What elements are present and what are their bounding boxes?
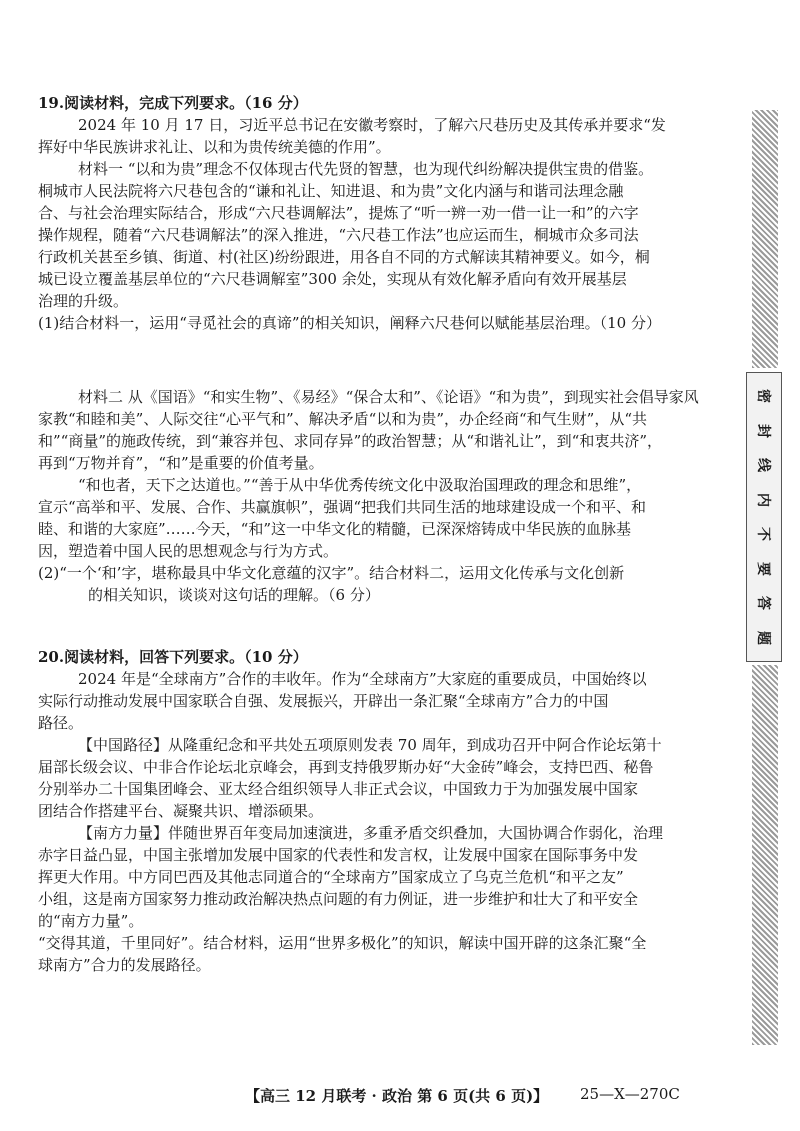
material2-line: 再到“万物并育”，“和”是重要的价值考量。 bbox=[38, 454, 324, 472]
footer-code: 25—X—270C bbox=[580, 1085, 680, 1103]
seal-char: 答 bbox=[755, 596, 771, 611]
china-path-line: 团结合作搭建平台、凝聚共识、增添硕果。 bbox=[38, 802, 324, 820]
sub-question-2: (2)“一个‘和’字，堪称最具中华文化意蕴的汉字”。结合材料二，运用文化传承与文化创新 bbox=[38, 564, 625, 582]
seal-char: 不 bbox=[755, 527, 771, 542]
question-column bbox=[38, 92, 722, 976]
footer-title: 【高三 12 月联考 · 政治 第 6 页(共 6 页)】 bbox=[245, 1087, 549, 1105]
material2-line: 和”“商量”的施政传统，到“兼容并包、求同存异”的政治智慧；从“和谐礼让”，到“和衷共济”， bbox=[38, 432, 663, 450]
q20-question-line: “交得其道，千里同好”。结合材料，运用“世界多极化”的知识，解读中国开辟的这条汇聚“全 bbox=[38, 934, 647, 952]
seal-char: 题 bbox=[755, 630, 771, 645]
sub-question-2-cont: 的相关知识，谈谈对这句话的理解。（6 分） bbox=[88, 586, 380, 604]
q19-heading: 19.阅读材料，完成下列要求。（16 分） bbox=[38, 94, 308, 112]
q20-intro-line: 路径。 bbox=[38, 714, 84, 732]
material2-line: 家教“和睦和美”、人际交往“心平气和”、解决矛盾“以和为贵”，办企经商“和气生财”，从“共 bbox=[38, 410, 648, 428]
south-power-line: 的“南方力量”。 bbox=[38, 912, 144, 930]
seal-char: 内 bbox=[755, 492, 771, 507]
material1-line: 桐城市人民法院将六尺巷包含的“谦和礼让、知进退、和为贵”文化内涵与和谐司法理念融 bbox=[38, 182, 624, 200]
south-power-line: 小组，这是南方国家努力推动政治解决热点问题的有力例证，进一步维护和壮大了和平安全 bbox=[38, 890, 639, 908]
south-power-line: 挥更大作用。中方同巴西及其他志同道合的“全球南方”国家成立了乌克兰危机“和平之友” bbox=[38, 868, 624, 886]
q20-question-line: 球南方”合力的发展路径。 bbox=[38, 956, 211, 974]
material2b-line: 因，塑造着中国人民的思想观念与行为方式。 bbox=[38, 542, 339, 560]
south-power-line: 【南方力量】伴随世界百年变局加速演进，多重矛盾交织叠加，大国协调合作弱化，治理 bbox=[78, 824, 664, 842]
material2b-line: 睦、和谐的大家庭”……今天，“和”这一中华文化的精髓，已深深熔铸成中华民族的血脉基 bbox=[38, 520, 632, 538]
seal-char: 密 bbox=[755, 389, 771, 404]
q19-intro-line: 2024 年 10 月 17 日，习近平总书记在安徽考察时，了解六尺巷历史及其传承并要求“发 bbox=[78, 116, 666, 134]
china-path-line: 届部长级会议、中非合作论坛北京峰会，再到支持俄罗斯办好“大金砖”峰会，支持巴西、秘鲁 bbox=[38, 758, 654, 776]
seal-char: 要 bbox=[755, 561, 771, 576]
q20-intro-line: 实际行动推动发展中国家联合自强、发展振兴，开辟出一条汇聚“全球南方”合力的中国 bbox=[38, 692, 609, 710]
seal-char: 线 bbox=[755, 458, 771, 473]
china-path-line: 【中国路径】从隆重纪念和平共处五项原则发表 70 周年，到成功召开中阿合作论坛第十 bbox=[78, 736, 662, 754]
material1-line: 操作规程，随着“六尺巷调解法”的深入推进，“六尺巷工作法”也应运而生，桐城市众多司法 bbox=[38, 226, 639, 244]
seal-line-label bbox=[746, 372, 782, 662]
page-footer bbox=[0, 1085, 800, 1107]
material1-line: 行政机关甚至乡镇、街道、村(社区)纷纷跟进，用各自不同的方式解读其精神要义。如今，桐 bbox=[38, 248, 650, 266]
seal-hatch-bottom bbox=[752, 665, 778, 1045]
material1-line: 治理的升级。 bbox=[38, 292, 129, 310]
answer-space bbox=[38, 606, 722, 646]
material2-line: 材料二 从《国语》“和实生物”、《易经》“保合太和”、《论语》“和为贵”，到现实社会倡导家风 bbox=[78, 388, 699, 406]
material1-line: 材料一 “以和为贵”理念不仅体现古代先贤的智慧，也为现代纠纷解决提供宝贵的借鉴。 bbox=[78, 160, 654, 178]
china-path-line: 分别举办二十国集团峰会、亚太经合组织领导人非正式会议，中国致力于为加强发展中国家 bbox=[38, 780, 639, 798]
answer-space bbox=[38, 334, 722, 386]
q19-intro-line: 挥好中华民族讲求礼让、以和为贵传统美德的作用”。 bbox=[38, 138, 391, 156]
material2b-line: “和也者，天下之达道也。”“善于从中华优秀传统文化中汲取治国理政的理念和思维”， bbox=[78, 476, 642, 494]
seal-hatch-top bbox=[752, 110, 778, 368]
sub-question-1: (1)结合材料一，运用“寻觅社会的真谛”的相关知识，阐释六尺巷何以赋能基层治理。（10 分） bbox=[38, 314, 661, 332]
material1-line: 城已设立覆盖基层单位的“六尺巷调解室”300 余处，实现从有效化解矛盾向有效开展基层 bbox=[38, 270, 627, 288]
material2b-line: 宣示“高举和平、发展、合作、共赢旗帜”，强调“把我们共同生活的地球建设成一个和平、和 bbox=[38, 498, 647, 516]
seal-char: 封 bbox=[755, 423, 771, 438]
q20-intro-line: 2024 年是“全球南方”合作的丰收年。作为“全球南方”大家庭的重要成员，中国始终以 bbox=[78, 670, 647, 688]
q20-heading: 20.阅读材料，回答下列要求。（10 分） bbox=[38, 648, 308, 666]
south-power-line: 赤字日益凸显，中国主张增加发展中国家的代表性和发言权，让发展中国家在国际事务中发 bbox=[38, 846, 639, 864]
material1-line: 合、与社会治理实际结合，形成“六尺巷调解法”，提炼了“听一辨一劝一借一让一和”的六字 bbox=[38, 204, 639, 222]
